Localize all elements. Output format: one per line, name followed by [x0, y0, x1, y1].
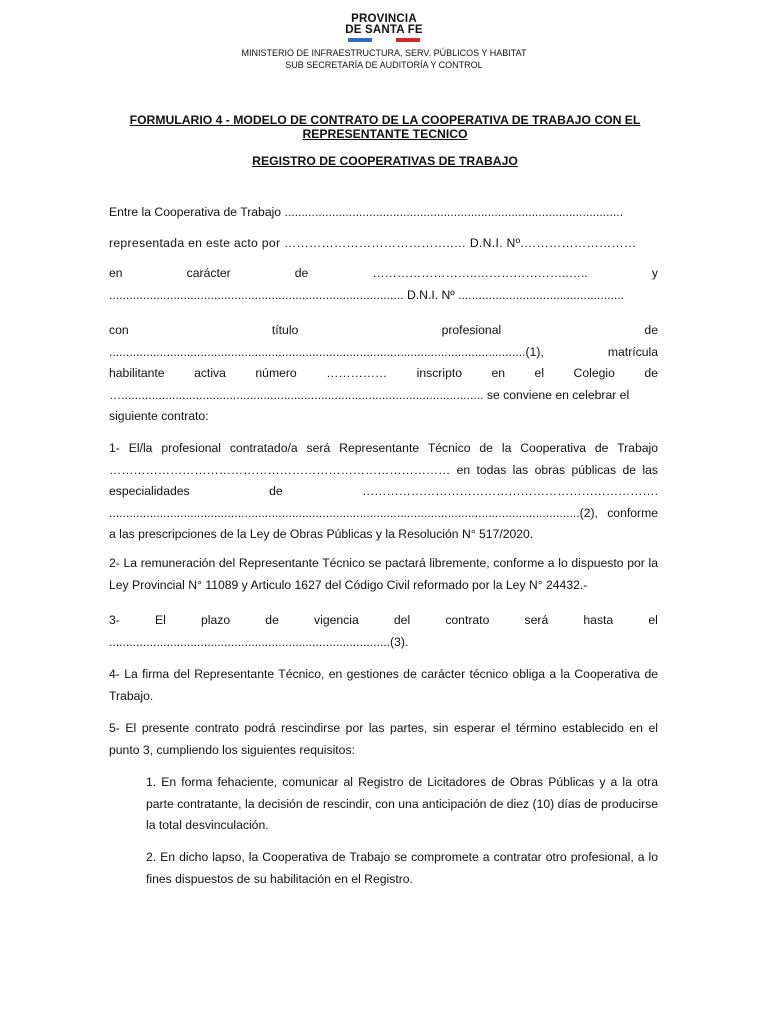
word: ……………………..…………………..…..: [372, 266, 588, 280]
word: de: [644, 323, 658, 337]
flag-stripe: [396, 38, 420, 42]
p1-line-4: ....................................................................................... D.N.I. Nº .................................................: [109, 287, 625, 302]
p2-line-4: …........................................................................................................... se conviene en celebrar el: [109, 387, 630, 402]
flag-stripe: [348, 38, 372, 42]
word: matrícula: [607, 344, 658, 359]
c3-line-1: [109, 610, 658, 632]
word: El: [155, 613, 166, 627]
p2-line-1: [109, 320, 658, 342]
province-logo: [345, 14, 423, 42]
word: en: [109, 266, 123, 280]
word: con: [109, 323, 129, 337]
p1-line-3: [109, 263, 658, 285]
flag-stripe-icon: [348, 38, 420, 42]
p1-line-2: representada en este acto por …………………………………..… D.N.I. Nº.………………………: [109, 235, 637, 250]
word: el: [534, 366, 545, 380]
clause-5: 5- El presente contrato podrá rescindirse por las partes, sin esperar el término establecido en el punto 3, cumpliendo los siguientes requisitos:: [109, 721, 658, 757]
word: título: [271, 323, 299, 337]
logo-line-2: DE SANTA FE: [345, 24, 423, 36]
word: plazo: [201, 613, 231, 627]
word: profesional: [441, 323, 502, 337]
clause-3: [109, 610, 658, 653]
p2-line-2: [109, 342, 658, 364]
word: ……………: [326, 366, 388, 380]
word: hasta: [583, 613, 614, 627]
word: el: [648, 613, 658, 627]
word: Colegio: [573, 366, 615, 380]
letterhead: [0, 14, 768, 71]
word: ...........................................................................................................................(1),: [109, 344, 544, 359]
word: en: [491, 366, 506, 380]
p2-line-3: [109, 363, 658, 385]
ministry-line-1: MINISTERIO DE INFRAESTRUCTURA, SERV. PÚBLICOS Y HABITAT: [241, 48, 527, 58]
document-title: [105, 113, 665, 141]
word: carácter: [186, 266, 231, 280]
word: habilitante: [109, 366, 165, 380]
word: número: [255, 366, 297, 380]
c3-line-2: ...................................................................................(3).: [109, 634, 409, 649]
word: activa: [194, 366, 226, 380]
p2-line-5: siguiente contrato:: [109, 409, 209, 423]
p1-line-1: Entre la Cooperativa de Trabajo ....................................................................................................: [109, 205, 624, 219]
title-line-1: FORMULARIO 4 - MODELO DE CONTRATO DE LA COOPERATIVA DE TRABAJO CON EL: [129, 113, 641, 127]
clause-4: 4- La firma del Representante Técnico, en gestiones de carácter técnico obliga a la Cooperativa de Trabajo.: [109, 667, 658, 703]
clause-5-item-1: 1. En forma fehaciente, comunicar al Registro de Licitadores de Obras Públicas y a la otra parte contratante, la decisión de rescindir, con una anticipación de diez (10) días de producirse la total desvinculación.: [146, 775, 658, 832]
word: de: [644, 366, 658, 380]
word: del: [393, 613, 411, 627]
word: de: [265, 613, 279, 627]
clause-1: 1- El/la profesional contratado/a será Representante Técnico de la Cooperativa de Trabajo ………………………………………………………………………… en todas las obras públicas de las especialidades de ………………………………………………………………. ...........................................................................................................................................(2), conforme a las prescripciones de la Ley de Obras Públicas y la Resolución N° 517/2020.: [109, 441, 658, 541]
clause-5-item-2: 2. En dicho lapso, la Cooperativa de Trabajo se compromete a contratar otro profesional, a lo fines dispuestos de su habilitación en el Registro.: [146, 850, 658, 886]
flag-stripe: [372, 38, 396, 42]
word: de: [294, 266, 309, 280]
paragraph-title: [109, 320, 658, 428]
word: contrato: [445, 613, 490, 627]
title-line-2: REPRESENTANTE TECNICO: [302, 127, 468, 141]
paragraph-parties: [109, 202, 658, 306]
clause-2: 2- La remuneración del Representante Técnico se pactará libremente, conforme a lo dispuesto por la Ley Provincial N° 11089 y Articulo 1627 del Código Civil reformado por la Ley N° 24432.-: [109, 556, 658, 592]
word: inscripto: [416, 366, 463, 380]
word: será: [524, 613, 549, 627]
logo-line-1: PROVINCIA: [351, 13, 417, 25]
word: 3-: [109, 613, 120, 627]
document-subtitle: REGISTRO DE COOPERATIVAS DE TRABAJO: [252, 154, 518, 168]
word: vigencia: [314, 613, 359, 627]
word: y: [651, 266, 658, 280]
ministry-line-2: SUB SECRETARÍA DE AUDITORÍA Y CONTROL: [285, 60, 483, 70]
